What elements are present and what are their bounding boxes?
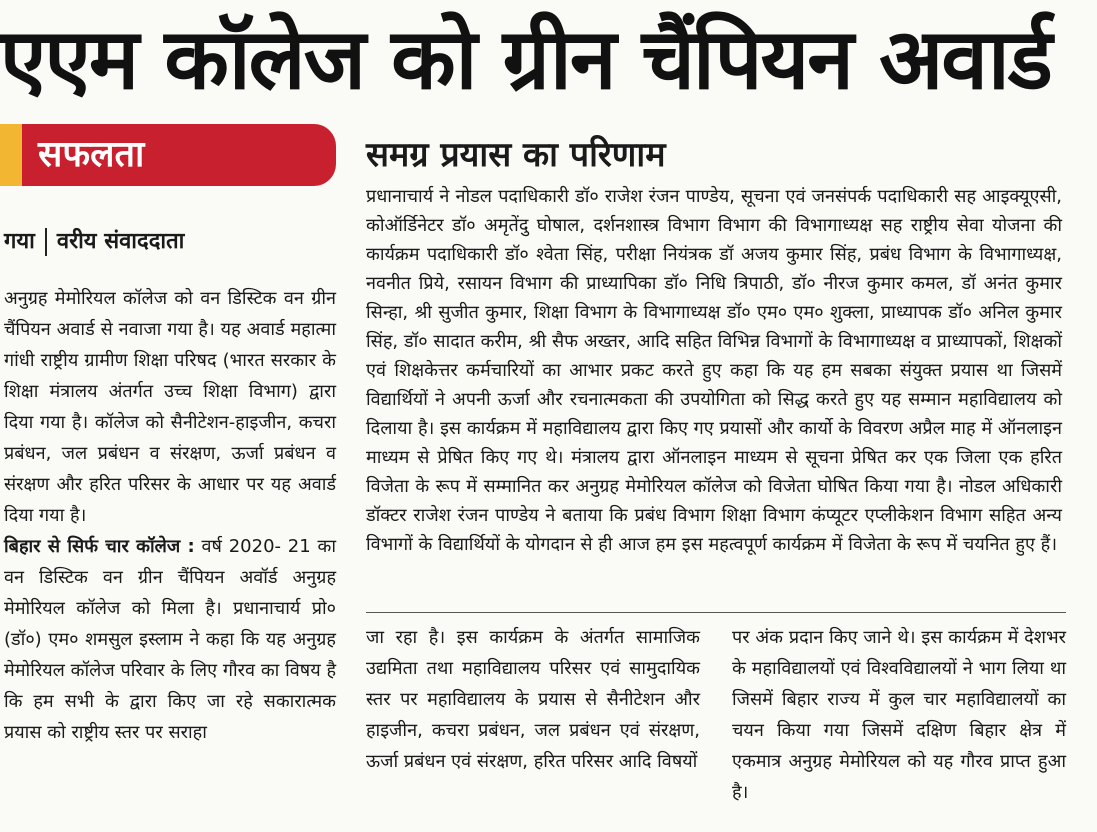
main-paragraph: प्रधानाचार्य ने नोडल पदाधिकारी डॉ० राजेश रंजन पाण्डेय, सूचना एवं जनसंपर्क पदाधिकारी सह आइक्यूएसी, कोऑर्डिनेटर डॉ० अमृतेंदु घोषाल, दर्शनशास्त्र विभाग विभाग की विभागाध्यक्ष सह राष्ट्रीय सेवा योजना की कार्यक्रम पदाधिकारी डॉ० श्वेता सिंह, परीक्षा नियंत्रक डॉ अजय कुमार सिंह, प्रबंध विभाग के विभागाध्यक्ष, नवनीत प्रिये, रसायन विभाग की प्राध्यापिका डॉ० निधि त्रिपाठी, डॉ० नीरज कुमार कमल, डॉ अनंत कुमार सिन्हा, श्री सुजीत कुमार, शिक्षा विभाग के विभागाध्यक्ष डॉ० एम० एम० शुक्ला, प्राध्यापक डॉ० अनिल कुमार सिंह, डॉ० सादात करीम, श्री सैफ अख्तर, आदि सहित विभिन्न विभागों के विभागाध्यक्ष व प्राध्यापकों, शिक्षकों एवं शिक्षकेत्तर कर्मचारियों का आभार प्रकट करते हुए कहा कि यह हम सबका संयुक्त प्रयास था जिसमें विद्यार्थियों ने अपनी ऊर्जा और रचनात्मकता की उपयोगिता को सिद्ध करते हुए यह सम्मान महाविद्यालय को दिलाया है। इस कार्यक्रम में महाविद्यालय द्वारा किए गए प्रयासों और कार्यो के विवरण अप्रैल माह में ऑनलाइन माध्यम से प्रेषित किए गए थे। मंत्रालय द्वारा ऑनलाइन माध्यम से सूचना प्रेषित कर एक जिला एक हरित विजेता के रूप में सम्मानित कर अनुग्रह मेमोरियल कॉलेज को विजेता घोषित किया गया है। नोडल अधिकारी डॉक्टर राजेश रंजन पाण्डेय ने बताया कि प्रबंध विभाग शिक्षा विभाग कंप्यूटर एप्लीकेशन विभाग सहित अन्य विभागों के विद्यार्थियों के योगदान से ही आज हम इस महत्वपूर्ण कार्यक्रम में विजेता के रूप में चयनित हुए हैं। <box>366 186 1062 555</box>
byline-reporter: वरीय संवाददाता <box>56 229 185 254</box>
main-subhead: समग्र प्रयास का परिणाम <box>366 135 666 175</box>
headline: एएम कॉलेज को ग्रीन चैंपियन अवार्ड <box>0 10 1051 108</box>
divider-rule <box>366 612 1066 613</box>
main-column <box>366 182 1062 559</box>
byline <box>4 222 184 262</box>
tag-accent-stripe <box>0 124 22 186</box>
left-paragraph-2 <box>4 531 336 748</box>
bottom-column-2 <box>732 622 1066 808</box>
byline-separator <box>45 228 47 256</box>
bottom-column-1-text: जा रहा है। इस कार्यक्रम के अंतर्गत सामाजिक उद्यमिता तथा महाविद्यालय परिसर एवं सामुदायिक स्तर पर महाविद्यालय के प्रयास से सैनीटेशन और हाइजीन, कचरा प्रबंधन, जल प्रबंधन एवं संरक्षण, ऊर्जा प्रबंधन एवं संरक्षण, हरित परिसर आदि विषयों <box>366 627 700 772</box>
left-paragraph-2-text: वर्ष 2020- 21 का वन डिस्टिक वन ग्रीन चैंपियन अवॉर्ड अनुग्रह मेमोरियल कॉलेज को मिला है। प्रधानाचार्य प्रो० (डॉ०) एम० शमसुल इस्लाम ने कहा कि यह अनुग्रह मेमोरियल कॉलेज परिवार के लिए गौरव का विषय है कि हम सभी के द्वारा किए जा रहे सकारात्मक प्रयास को राष्ट्रीय स्तर पर सराहा <box>4 536 336 743</box>
section-tag-label: सफलता <box>38 134 145 175</box>
byline-place: गया <box>4 229 35 254</box>
left-paragraph-1: अनुग्रह मेमोरियल कॉलेज को वन डिस्टिक वन ग्रीन चैंपियन अवार्ड से नवाजा गया है। यह अवार्ड महात्मा गांधी राष्ट्रीय ग्रामीण शिक्षा परिषद (भारत सरकार के शिक्षा मंत्रालय अंतर्गत उच्च शिक्षा विभाग) द्वारा दिया गया है। कॉलेज को सैनीटेशन-हाइजीन, कचरा प्रबंधन, जल प्रबंधन व संरक्षण, ऊर्जा प्रबंधन व संरक्षण और हरित परिसर के आधार पर यह अवार्ड दिया गया है। <box>4 288 336 526</box>
left-column <box>4 283 336 748</box>
left-subhead: बिहार से सिर्फ चार कॉलेज : <box>4 536 195 557</box>
section-tag <box>0 124 336 186</box>
bottom-column-2-text: पर अंक प्रदान किए जाने थे। इस कार्यक्रम में देशभर के महाविद्यालयों एवं विश्वविद्यालयों ने भाग लिया था जिसमें बिहार राज्य में कुल चार महाविद्यालयों का चयन किया गया जिसमें दक्षिण बिहार क्षेत्र में एकमात्र अनुग्रह मेमोरियल को यह गौरव प्राप्त हुआ है। <box>732 627 1066 803</box>
bottom-column-1 <box>366 622 700 777</box>
